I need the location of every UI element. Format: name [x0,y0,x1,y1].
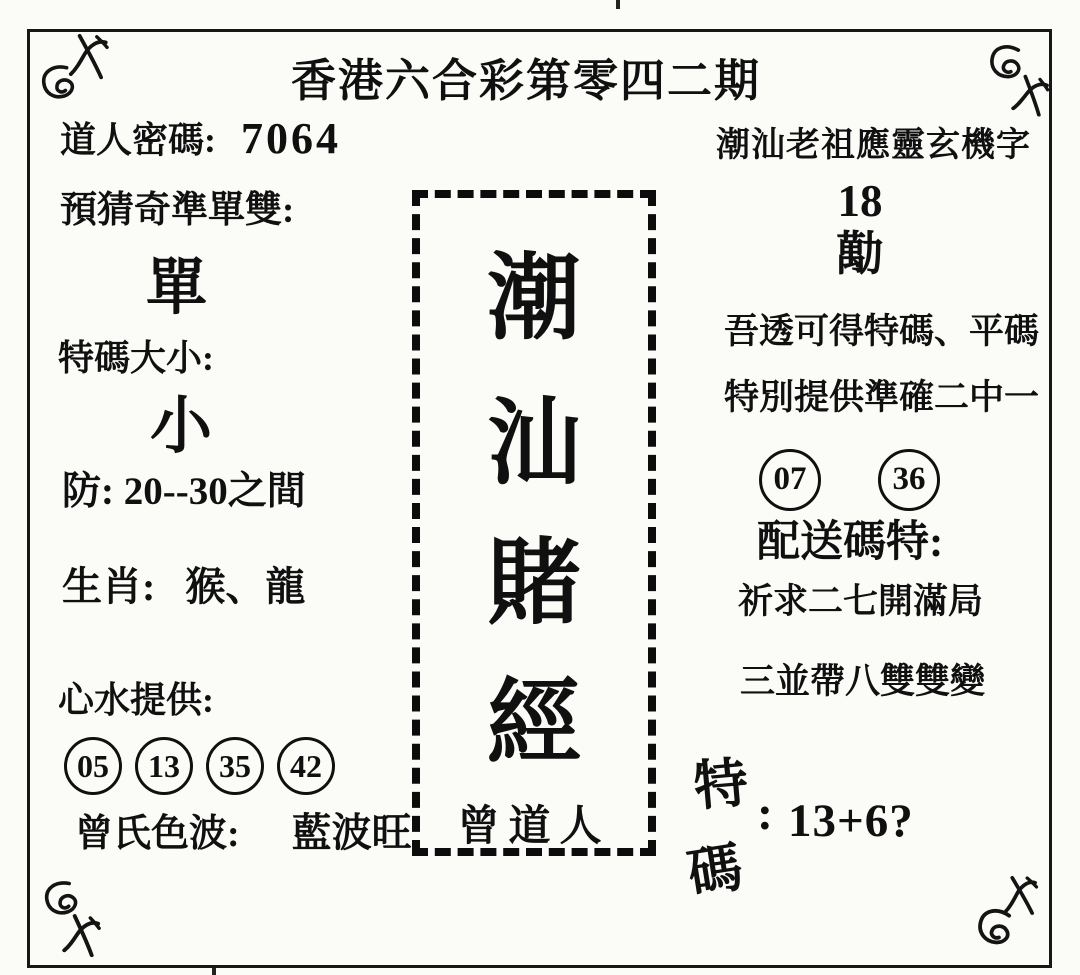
verse-line: 三並帶八雙雙變 [740,662,986,701]
masthead-char: 汕 [486,392,581,496]
color-wave-label: 曾氏色波: [75,813,240,855]
bonus-label: 配送碼特: [757,519,944,566]
zodiac-row [62,564,305,610]
tip-number-circle: 35 [206,737,264,795]
special-formula: 13+6? [788,795,914,847]
page-title: 香港六合彩第零四二期 [291,56,762,106]
range-hint: 防: 20--30之間 [62,470,306,513]
seal-cross-icon [1003,875,1040,915]
seal-cross-icon [61,912,103,958]
special-label-bottom: 碼 [683,837,747,905]
verse-line: 祈求二七開滿局 [738,582,984,621]
masthead-box [412,190,656,856]
oracle-heading: 潮汕老祖應靈玄機字 [716,127,1031,164]
oracle-char: 勱 [836,229,884,281]
masthead-char: 經 [486,672,581,776]
masthead-char: 潮 [486,247,581,351]
special-label-top: 特 [691,752,751,818]
tip-number-circle: 05 [64,737,122,795]
seal-swirl-icon [41,877,86,918]
offer-line: 特別提供準確二中一 [724,378,1040,417]
zodiac-label: 生肖: [62,564,156,609]
daoren-code-label: 道人密碼: [60,120,216,160]
size-label: 特碼大小: [58,338,214,378]
tips-label: 心水提供: [58,680,214,720]
pick-number-circle: 36 [878,449,940,511]
author-signature: 曾道人 [457,804,611,850]
odd-even-pick: 單 [146,255,208,322]
daoren-code-value: 7064 [241,114,341,163]
tip-number-circle: 13 [135,737,193,795]
odd-even-label: 預猜奇準單雙: [60,190,295,231]
size-pick: 小 [150,393,213,461]
tips-number-row [64,737,335,795]
tip-number-circle: 42 [277,737,335,795]
oracle-number: 18 [837,176,883,226]
masthead-char: 賭 [486,532,581,636]
seal-cross-icon [68,32,110,80]
two-pick-one-row [759,449,940,511]
color-wave-pick: 藍波旺 [291,810,412,855]
offer-line: 吾透可得特碼、平碼 [724,312,1040,351]
pick-number-circle: 07 [759,449,821,511]
special-colon: : [757,787,773,840]
color-wave-row [75,810,412,857]
scan-tick-top [616,0,620,9]
zodiac-pick: 猴、龍 [185,564,306,609]
